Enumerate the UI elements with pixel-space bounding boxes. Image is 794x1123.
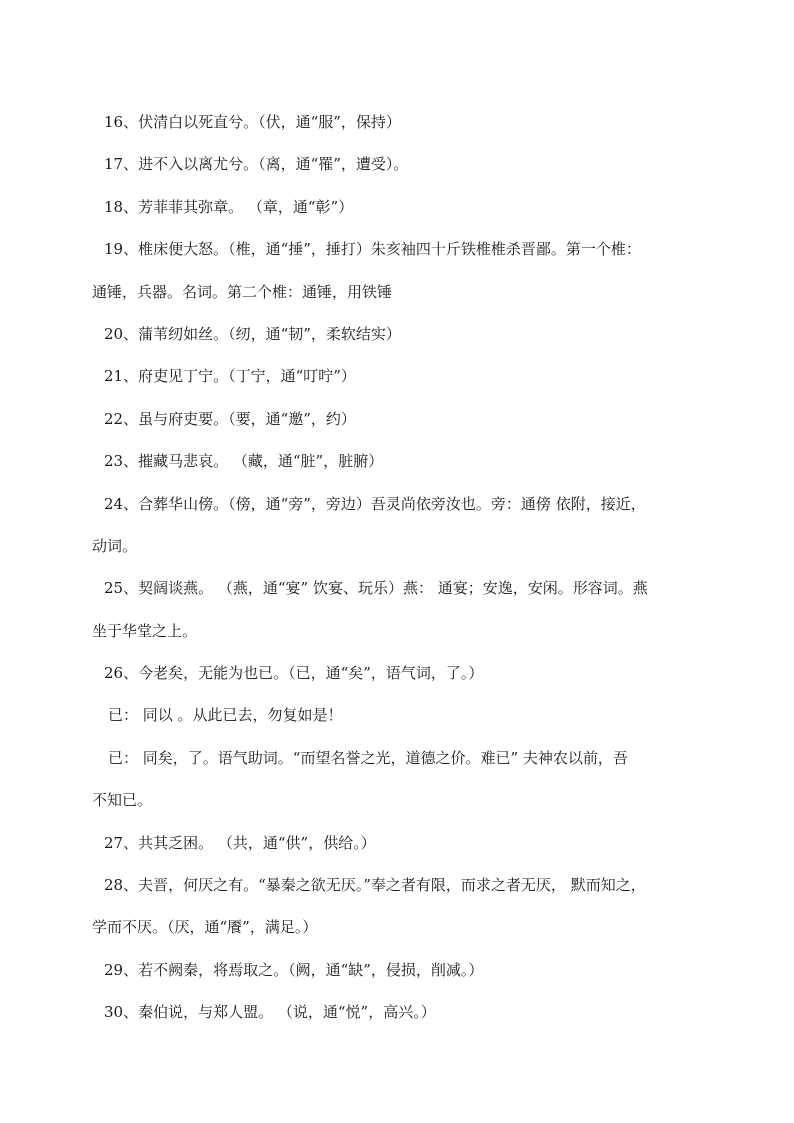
text-line-25-continued: 坐于华堂之上。	[92, 621, 198, 640]
text-line-24: 24、合葬华山傍。（傍，通“旁”，旁边）吾灵尚依旁汝也。旁：通傍 依附，接近，	[104, 494, 646, 513]
text-line-26-note-2-continued: 不知已。	[92, 791, 153, 810]
text-line-29: 29、若不阙秦，将焉取之。（阙，通“缺”，侵损，削减。）	[104, 960, 484, 979]
text-line-20: 20、蒲苇纫如丝。（纫，通“韧”，柔软结实）	[104, 324, 401, 343]
document-body	[92, 101, 742, 1034]
text-line-26-note-1: 已： 同以 。从此已去，勿复如是！	[108, 706, 343, 725]
text-line-16: 16、伏清白以死直兮。（伏，通“服”，保持）	[104, 113, 401, 131]
text-line-21: 21、府吏见丁宁。（丁宁，通“叮咛”）	[104, 367, 356, 386]
text-line-24-continued: 动词。	[92, 536, 138, 555]
text-line-22: 22、虽与府吏要。（要，通“邀”，约）	[104, 409, 356, 428]
text-line-28-continued: 学而不厌。（厌，通“餍”，满足。）	[92, 918, 318, 937]
text-line-28: 28、夫晋，何厌之有。“暴秦之欲无厌。”奉之者有限，而求之者无厌， 默而知之，	[104, 876, 646, 895]
text-line-27: 27、共其乏困。 （共，通“供”，供给。）	[104, 833, 376, 852]
text-line-19-continued: 通锤，兵器。名词。第二个椎：通锤，用铁锤	[92, 282, 393, 301]
text-line-26: 26、今老矣，无能为也已。（已，通“矣”，语气词，了。）	[104, 664, 484, 683]
text-line-23: 23、摧藏马悲哀。 （藏，通“脏”，脏腑）	[104, 452, 384, 471]
text-line-26-note-2: 已： 同矣，了。语气助词。“而望名誉之光，道德之价。难已” 夫神农以前，吾	[108, 748, 628, 767]
text-line-25: 25、契阔谈燕。 （燕，通“宴” 饮宴、玩乐）燕： 通宴；安逸，安闲。形容词。燕	[104, 579, 648, 598]
text-line-30: 30、秦伯说，与郑人盟。 （说，通“悦”，高兴。）	[104, 1003, 436, 1022]
text-line-19: 19、椎床便大怒。（椎，通“捶”，捶打）朱亥袖四十斤铁椎椎杀晋鄙。第一个椎：	[104, 240, 641, 259]
text-line-17: 17、进不入以离尤兮。（离，通“罹”，遭受）。	[104, 155, 409, 174]
text-line-18: 18、芳菲菲其弥章。 （章，通“彰”）	[104, 197, 354, 216]
